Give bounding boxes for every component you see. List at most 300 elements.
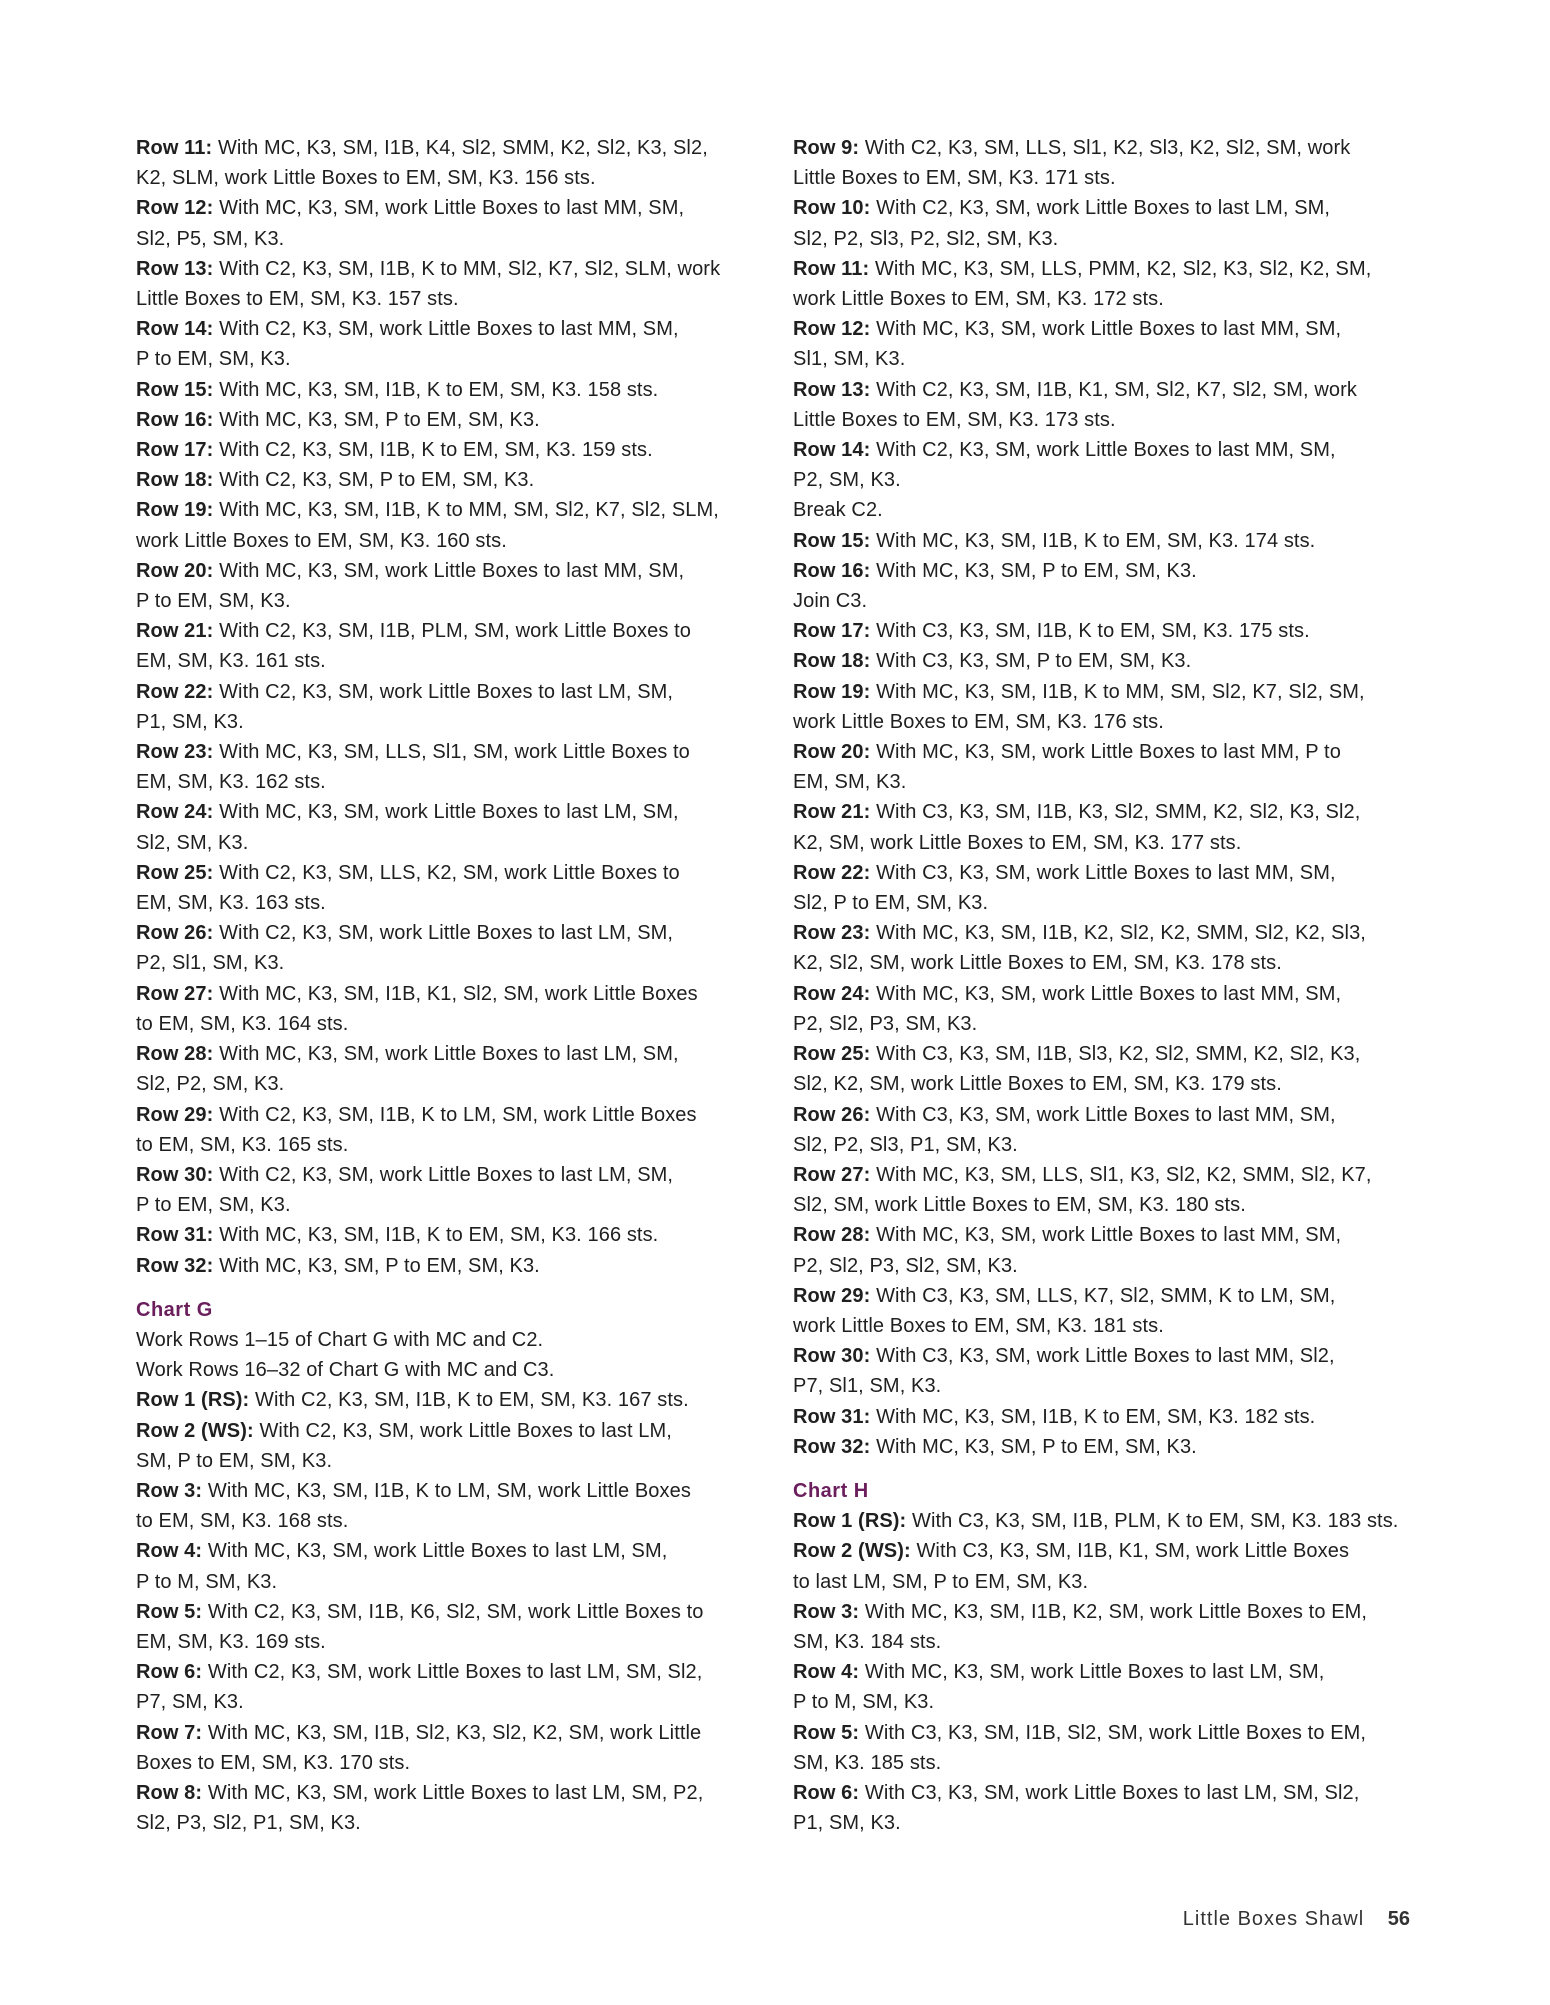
instruction-text: P to EM, SM, K3. [136, 590, 291, 613]
instruction-line [793, 1657, 1413, 1687]
instruction-entry [793, 1506, 1413, 1536]
instruction-entry [793, 858, 1413, 918]
instruction-text: With C2, K3, SM, LLS, Sl1, K2, Sl3, K2, Sl2, SM, work [864, 137, 1351, 159]
footer-title: Little Boxes Shawl [1182, 1908, 1365, 1930]
row-label: Row 19: [136, 499, 214, 522]
instruction-line [136, 1325, 756, 1355]
instruction-text: P1, SM, K3. [136, 710, 244, 733]
instruction-line [136, 1778, 756, 1808]
instruction-line [793, 1748, 1413, 1778]
instruction-text: P2, SM, K3. [793, 469, 901, 492]
instruction-line [136, 375, 756, 405]
instruction-text: With MC, K3, SM, LLS, Sl1, K3, Sl2, K2, SMM, Sl2, K7, [876, 1163, 1372, 1186]
row-label: Row 27: [793, 1163, 871, 1186]
instruction-entry [136, 405, 756, 435]
instruction-text: P to M, SM, K3. [793, 1691, 935, 1714]
instruction-entry [136, 193, 756, 253]
instruction-line [136, 1190, 756, 1220]
instruction-text: With MC, K3, SM, work Little Boxes to last MM, SM, [876, 1224, 1342, 1247]
row-label: Row 13: [793, 378, 871, 401]
row-label: Row 24: [136, 801, 214, 824]
instruction-text: Sl2, P3, Sl2, P1, SM, K3. [136, 1812, 361, 1835]
row-label: Row 4: [136, 1540, 203, 1563]
instruction-entry [136, 1039, 756, 1099]
instruction-text: With MC, K3, SM, P to EM, SM, K3. [219, 408, 540, 431]
instruction-line [136, 344, 756, 374]
instruction-text: Sl2, P to EM, SM, K3. [793, 892, 989, 915]
instruction-line [793, 1627, 1413, 1657]
row-label: Row 2 (WS): [136, 1419, 254, 1442]
instruction-text: With MC, K3, SM, I1B, K1, Sl2, SM, work Little Boxes [219, 982, 698, 1005]
instruction-text: With MC, K3, SM, work Little Boxes to last MM, SM, [876, 318, 1342, 341]
instruction-entry [793, 586, 1413, 616]
instruction-text: With C2, K3, SM, work Little Boxes to last LM, SM, Sl2, [207, 1661, 703, 1684]
instruction-entry [793, 556, 1413, 586]
instruction-line [793, 1009, 1413, 1039]
instruction-text: EM, SM, K3. [793, 771, 907, 794]
instruction-line [136, 1748, 756, 1778]
row-label: Row 30: [793, 1345, 871, 1368]
instruction-line [793, 677, 1413, 707]
row-label: Row 6: [793, 1781, 860, 1804]
row-label: Row 32: [793, 1435, 871, 1458]
instruction-text: work Little Boxes to EM, SM, K3. 160 sts. [136, 529, 507, 552]
instruction-line [136, 1476, 756, 1506]
instruction-line [136, 465, 756, 495]
instruction-line [793, 1251, 1413, 1281]
row-label: Row 12: [136, 197, 214, 220]
instruction-line [136, 1567, 756, 1597]
instruction-line [136, 1355, 756, 1385]
instruction-line [793, 224, 1413, 254]
instruction-text: With MC, K3, SM, work Little Boxes to last LM, SM, [219, 801, 679, 824]
instruction-text: With MC, K3, SM, P to EM, SM, K3. [876, 559, 1197, 582]
instruction-text: to last LM, SM, P to EM, SM, K3. [793, 1570, 1089, 1593]
instruction-line [793, 1069, 1413, 1099]
instruction-text: Sl1, SM, K3. [793, 348, 906, 371]
instruction-entry [793, 918, 1413, 978]
instruction-text: With C3, K3, SM, work Little Boxes to last MM, Sl2, [876, 1345, 1335, 1368]
instruction-text: P7, SM, K3. [136, 1691, 244, 1714]
instruction-entry [136, 435, 756, 465]
instruction-text: Boxes to EM, SM, K3. 170 sts. [136, 1751, 411, 1774]
instruction-text: Sl2, SM, work Little Boxes to EM, SM, K3. 180 sts. [793, 1194, 1246, 1217]
instruction-line [136, 1069, 756, 1099]
instruction-text: Sl2, K2, SM, work Little Boxes to EM, SM, K3. 179 sts. [793, 1073, 1282, 1096]
row-label: Row 28: [136, 1043, 214, 1066]
instruction-line [136, 1808, 756, 1838]
instruction-line [793, 1130, 1413, 1160]
instruction-text: P to EM, SM, K3. [136, 348, 291, 371]
row-label: Row 22: [793, 861, 871, 884]
instruction-line [793, 1506, 1413, 1536]
instruction-entry [793, 1536, 1413, 1596]
instruction-line [793, 1100, 1413, 1130]
instruction-text: With C2, K3, SM, I1B, K to LM, SM, work Little Boxes [219, 1103, 697, 1126]
instruction-line [136, 1446, 756, 1476]
row-label: Row 25: [136, 861, 214, 884]
instruction-text: With C3, K3, SM, I1B, Sl2, SM, work Little Boxes to EM, [864, 1721, 1367, 1744]
instruction-line [136, 1385, 756, 1415]
instruction-text: With MC, K3, SM, work Little Boxes to last MM, P to [876, 741, 1341, 764]
instruction-line [136, 284, 756, 314]
instruction-entry [793, 495, 1413, 525]
instruction-line [793, 707, 1413, 737]
row-label: Row 26: [793, 1103, 871, 1126]
instruction-entry [793, 435, 1413, 495]
instruction-text: With MC, K3, SM, P to EM, SM, K3. [219, 1254, 540, 1277]
instruction-text: With MC, K3, SM, work Little Boxes to last LM, SM, [864, 1661, 1325, 1684]
instruction-line [793, 767, 1413, 797]
instruction-text: Sl2, P2, SM, K3. [136, 1073, 285, 1096]
instruction-text: With C2, K3, SM, I1B, K to MM, Sl2, K7, Sl2, SLM, work [219, 257, 721, 280]
instruction-line [793, 314, 1413, 344]
instruction-line [793, 526, 1413, 556]
instruction-line [793, 858, 1413, 888]
instruction-text: EM, SM, K3. 163 sts. [136, 892, 326, 915]
row-label: Row 11: [793, 257, 870, 280]
left-column [136, 133, 756, 1838]
instruction-text: With C3, K3, SM, work Little Boxes to last MM, SM, [876, 1103, 1336, 1126]
instruction-line [136, 1597, 756, 1627]
instruction-line [793, 1402, 1413, 1432]
instruction-text: With C2, K3, SM, work Little Boxes to last LM, SM, [876, 197, 1331, 220]
row-label: Row 1 (RS): [136, 1389, 250, 1412]
instruction-line [793, 888, 1413, 918]
instruction-line [793, 1371, 1413, 1401]
instruction-line [136, 133, 756, 163]
row-label: Row 9: [793, 137, 860, 159]
instruction-text: With MC, K3, SM, work Little Boxes to last MM, SM, [876, 982, 1342, 1005]
instruction-line [793, 1190, 1413, 1220]
instruction-line [136, 888, 756, 918]
instruction-entry [136, 1355, 756, 1385]
row-label: Row 6: [136, 1661, 203, 1684]
instruction-text: P1, SM, K3. [793, 1812, 901, 1835]
right-block-2 [793, 1506, 1413, 1838]
row-label: Row 21: [793, 801, 871, 824]
instruction-line [793, 797, 1413, 827]
row-label: Row 29: [793, 1284, 871, 1307]
instruction-line [793, 828, 1413, 858]
instruction-line [136, 646, 756, 676]
instruction-entry [793, 526, 1413, 556]
instruction-text: Little Boxes to EM, SM, K3. 157 sts. [136, 288, 459, 311]
instruction-entry [136, 314, 756, 374]
instruction-line [136, 828, 756, 858]
instruction-text: P to M, SM, K3. [136, 1570, 278, 1593]
right-block-1 [793, 133, 1413, 1462]
instruction-line [136, 1009, 756, 1039]
instruction-line [793, 1220, 1413, 1250]
instruction-entry [136, 1160, 756, 1220]
instruction-line [793, 133, 1413, 163]
page-footer [1183, 1908, 1410, 1931]
instruction-text: With C2, K3, SM, I1B, K to EM, SM, K3. 159 sts. [219, 439, 653, 462]
instruction-line [793, 918, 1413, 948]
instruction-line [793, 1160, 1413, 1190]
instruction-entry [136, 133, 756, 193]
instruction-text: With MC, K3, SM, I1B, K2, Sl2, K2, SMM, Sl2, K2, Sl3, [876, 922, 1366, 945]
instruction-entry [793, 193, 1413, 253]
instruction-text: With C2, K3, SM, I1B, K to EM, SM, K3. 167 sts. [255, 1389, 689, 1412]
instruction-text: With MC, K3, SM, I1B, K to LM, SM, work Little Boxes [207, 1479, 691, 1502]
row-label: Row 10: [793, 197, 871, 220]
row-label: Row 17: [793, 620, 871, 643]
row-label: Row 5: [136, 1600, 203, 1623]
instruction-line [793, 465, 1413, 495]
instruction-entry [136, 375, 756, 405]
instruction-line [136, 1657, 756, 1687]
instruction-text: K2, SLM, work Little Boxes to EM, SM, K3. 156 sts. [136, 167, 596, 190]
instruction-line [793, 616, 1413, 646]
instruction-line [136, 858, 756, 888]
instruction-line [136, 1416, 756, 1446]
row-label: Row 20: [793, 741, 871, 764]
row-label: Row 14: [793, 439, 871, 462]
instruction-line [793, 1341, 1413, 1371]
instruction-line [136, 163, 756, 193]
row-label: Row 16: [136, 408, 214, 431]
instruction-text: With MC, K3, SM, work Little Boxes to last LM, SM, [219, 1043, 679, 1066]
instruction-text: With MC, K3, SM, I1B, K to EM, SM, K3. 166 sts. [219, 1224, 659, 1247]
instruction-text: P2, Sl2, P3, SM, K3. [793, 1012, 978, 1035]
instruction-text: Sl2, P5, SM, K3. [136, 227, 285, 250]
instruction-line [793, 1281, 1413, 1311]
instruction-line [136, 1536, 756, 1566]
instruction-line [136, 737, 756, 767]
instruction-entry [136, 737, 756, 797]
instruction-line [136, 1039, 756, 1069]
instruction-entry [136, 797, 756, 857]
instruction-line [136, 435, 756, 465]
row-label: Row 20: [136, 559, 214, 582]
instruction-line [136, 526, 756, 556]
instruction-entry [793, 1220, 1413, 1280]
instruction-text: With MC, K3, SM, I1B, K to EM, SM, K3. 182 sts. [876, 1405, 1316, 1428]
instruction-line [793, 586, 1413, 616]
row-label: Row 17: [136, 439, 214, 462]
instruction-line [136, 193, 756, 223]
instruction-entry [793, 1657, 1413, 1717]
instruction-text: With C2, K3, SM, work Little Boxes to last LM, [259, 1419, 672, 1442]
instruction-entry [136, 1536, 756, 1596]
row-label: Row 31: [136, 1224, 214, 1247]
instruction-entry [136, 1220, 756, 1250]
row-label: Row 23: [136, 741, 214, 764]
instruction-entry [136, 495, 756, 555]
instruction-text: With MC, K3, SM, LLS, Sl1, SM, work Little Boxes to [219, 741, 690, 764]
instruction-text: With MC, K3, SM, I1B, K4, Sl2, SMM, K2, Sl2, K3, Sl2, [217, 137, 708, 159]
instruction-line [793, 344, 1413, 374]
instruction-line [136, 948, 756, 978]
row-label: Row 3: [136, 1479, 203, 1502]
instruction-text: SM, K3. 184 sts. [793, 1630, 942, 1653]
instruction-line [793, 375, 1413, 405]
instruction-line [136, 224, 756, 254]
instruction-line [136, 707, 756, 737]
instruction-line [793, 495, 1413, 525]
instruction-line [136, 767, 756, 797]
instruction-text: With MC, K3, SM, P to EM, SM, K3. [876, 1435, 1197, 1458]
instruction-text: With C3, K3, SM, I1B, K to EM, SM, K3. 175 sts. [876, 620, 1310, 643]
instruction-line [793, 1597, 1413, 1627]
instruction-entry [136, 1778, 756, 1838]
instruction-text: to EM, SM, K3. 164 sts. [136, 1012, 349, 1035]
instruction-text: With C2, K3, SM, work Little Boxes to last MM, SM, [219, 318, 679, 341]
instruction-text: P2, Sl1, SM, K3. [136, 952, 285, 975]
row-label: Row 23: [793, 922, 871, 945]
instruction-line [793, 948, 1413, 978]
row-label: Row 2 (WS): [793, 1540, 911, 1563]
instruction-text: With C3, K3, SM, LLS, K7, Sl2, SMM, K to LM, SM, [876, 1284, 1336, 1307]
instruction-entry [793, 314, 1413, 374]
instruction-entry [136, 1325, 756, 1355]
instruction-line [136, 1687, 756, 1717]
instruction-line [793, 979, 1413, 1009]
instruction-text: With MC, K3, SM, work Little Boxes to last MM, SM, [219, 197, 685, 220]
instruction-entry [136, 1100, 756, 1160]
instruction-text: SM, K3. 185 sts. [793, 1751, 942, 1774]
instruction-line [136, 979, 756, 1009]
instruction-text: With MC, K3, SM, I1B, K to EM, SM, K3. 158 sts. [219, 378, 659, 401]
instruction-text: With C3, K3, SM, I1B, K3, Sl2, SMM, K2, Sl2, K3, Sl2, [876, 801, 1361, 824]
row-label: Row 7: [136, 1721, 203, 1744]
instruction-entry [793, 1281, 1413, 1341]
instruction-text: With MC, K3, SM, I1B, K to MM, SM, Sl2, K7, Sl2, SM, [876, 680, 1365, 703]
row-label: Row 11: [136, 137, 213, 159]
instruction-text: With MC, K3, SM, I1B, K2, SM, work Little Boxes to EM, [864, 1600, 1368, 1623]
instruction-text: With C3, K3, SM, I1B, Sl3, K2, Sl2, SMM, K2, Sl2, K3, [876, 1043, 1361, 1066]
instruction-entry [793, 1160, 1413, 1220]
instruction-entry [136, 556, 756, 616]
instruction-line [793, 1311, 1413, 1341]
row-label: Row 26: [136, 922, 214, 945]
row-label: Row 27: [136, 982, 214, 1005]
instruction-text: to EM, SM, K3. 165 sts. [136, 1133, 349, 1156]
row-label: Row 30: [136, 1163, 214, 1186]
instruction-line [136, 797, 756, 827]
instruction-text: With C3, K3, SM, P to EM, SM, K3. [876, 650, 1192, 673]
instruction-entry [793, 737, 1413, 797]
left-block-1 [136, 133, 756, 1281]
instruction-entry [136, 465, 756, 495]
instruction-line [793, 405, 1413, 435]
instruction-line [793, 646, 1413, 676]
instruction-line [793, 1687, 1413, 1717]
instruction-line [136, 314, 756, 344]
instruction-text: With MC, K3, SM, LLS, PMM, K2, Sl2, K3, Sl2, K2, SM, [874, 257, 1372, 280]
instruction-line [136, 556, 756, 586]
row-label: Row 25: [793, 1043, 871, 1066]
instruction-text: With C2, K3, SM, P to EM, SM, K3. [219, 469, 535, 492]
instruction-line [136, 495, 756, 525]
right-column [793, 133, 1413, 1838]
instruction-text: Work Rows 1–15 of Chart G with MC and C2. [136, 1328, 544, 1351]
row-label: Row 24: [793, 982, 871, 1005]
instruction-line [136, 1627, 756, 1657]
instruction-entry [793, 1402, 1413, 1432]
instruction-entry [793, 1718, 1413, 1778]
instruction-text: to EM, SM, K3. 168 sts. [136, 1510, 349, 1533]
instruction-entry [793, 677, 1413, 737]
instruction-entry [136, 1385, 756, 1415]
instruction-line [136, 1718, 756, 1748]
instruction-text: EM, SM, K3. 169 sts. [136, 1630, 326, 1653]
instruction-line [136, 1506, 756, 1536]
instruction-text: With MC, K3, SM, I1B, K to MM, SM, Sl2, K7, Sl2, SLM, [219, 499, 719, 522]
instruction-line [793, 284, 1413, 314]
chart-g-heading: Chart G [136, 1298, 213, 1321]
instruction-entry [793, 979, 1413, 1039]
instruction-text: EM, SM, K3. 162 sts. [136, 771, 326, 794]
instruction-line [136, 918, 756, 948]
instruction-text: With C3, K3, SM, work Little Boxes to last MM, SM, [876, 861, 1336, 884]
instruction-entry [793, 1039, 1413, 1099]
instruction-entry [793, 1100, 1413, 1160]
instruction-text: With MC, K3, SM, work Little Boxes to last MM, SM, [219, 559, 685, 582]
instruction-entry [793, 1597, 1413, 1657]
instruction-line [136, 586, 756, 616]
instruction-line [136, 1100, 756, 1130]
row-label: Row 8: [136, 1781, 203, 1804]
instruction-entry [136, 616, 756, 676]
instruction-entry [793, 375, 1413, 435]
row-label: Row 18: [793, 650, 871, 673]
instruction-entry [136, 1416, 756, 1476]
instruction-line [793, 254, 1413, 284]
instruction-text: Work Rows 16–32 of Chart G with MC and C3. [136, 1359, 555, 1382]
instruction-text: With C2, K3, SM, LLS, K2, SM, work Little Boxes to [219, 861, 680, 884]
instruction-entry [793, 1432, 1413, 1462]
instruction-entry [136, 979, 756, 1039]
instruction-entry [136, 1251, 756, 1281]
instruction-line [793, 435, 1413, 465]
row-label: Row 28: [793, 1224, 871, 1247]
instruction-line [793, 1778, 1413, 1808]
instruction-entry [793, 646, 1413, 676]
instruction-entry [793, 797, 1413, 857]
instruction-line [793, 1718, 1413, 1748]
row-label: Row 12: [793, 318, 871, 341]
instruction-line [136, 1160, 756, 1190]
instruction-text: With C2, K3, SM, I1B, PLM, SM, work Little Boxes to [219, 620, 691, 643]
instruction-entry [136, 1476, 756, 1536]
row-label: Row 22: [136, 680, 214, 703]
instruction-text: With MC, K3, SM, work Little Boxes to last LM, SM, [207, 1540, 668, 1563]
instruction-text: With C3, K3, SM, I1B, PLM, K to EM, SM, K3. 183 sts. [912, 1510, 1399, 1533]
instruction-text: With C2, K3, SM, I1B, K1, SM, Sl2, K7, Sl2, SM, work [876, 378, 1357, 401]
row-label: Row 4: [793, 1661, 860, 1684]
instruction-entry [136, 1718, 756, 1778]
instruction-text: work Little Boxes to EM, SM, K3. 176 sts. [793, 710, 1164, 733]
instruction-text: SM, P to EM, SM, K3. [136, 1449, 333, 1472]
row-label: Row 21: [136, 620, 214, 643]
instruction-text: Join C3. [793, 590, 868, 613]
instruction-entry [136, 254, 756, 314]
instruction-text: Sl2, SM, K3. [136, 831, 249, 854]
instruction-text: work Little Boxes to EM, SM, K3. 181 sts. [793, 1314, 1164, 1337]
page-number: 56 [1387, 1908, 1410, 1930]
instruction-entry [136, 1657, 756, 1717]
left-block-2 [136, 1325, 756, 1838]
instruction-text: With C3, K3, SM, work Little Boxes to last LM, SM, Sl2, [864, 1781, 1360, 1804]
instruction-line [793, 737, 1413, 767]
instruction-line [136, 1130, 756, 1160]
instruction-line [136, 616, 756, 646]
instruction-text: Sl2, P2, Sl3, P1, SM, K3. [793, 1133, 1018, 1156]
instruction-text: Little Boxes to EM, SM, K3. 173 sts. [793, 408, 1116, 431]
